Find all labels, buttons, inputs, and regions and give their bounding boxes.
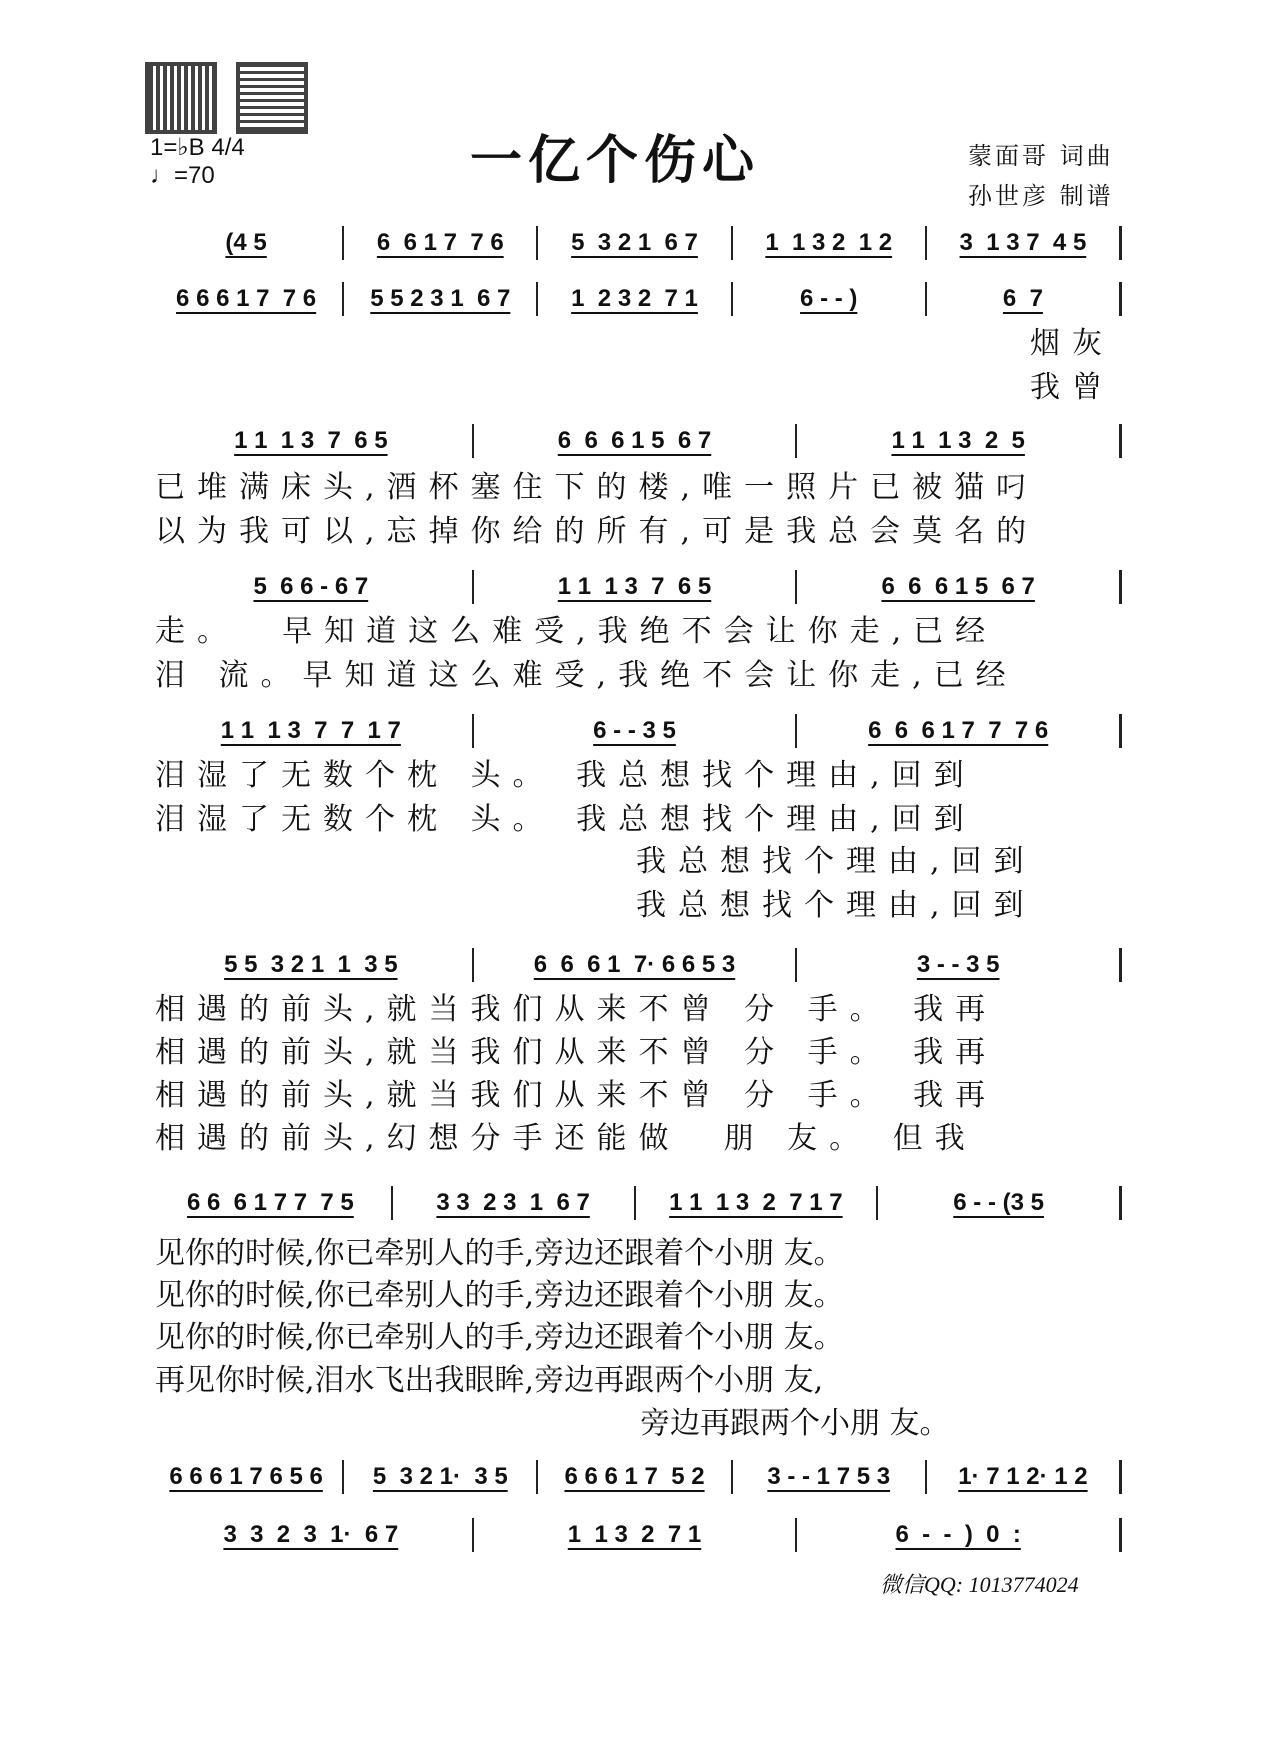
notation-row bbox=[150, 1460, 1122, 1494]
measure: 1· 7 1 2· 1 2 bbox=[927, 1460, 1122, 1494]
measure: 1 1 3 2 1 2 bbox=[733, 226, 927, 260]
notation-row bbox=[150, 282, 1122, 316]
transcriber: 孙世彦 制谱 bbox=[968, 182, 1114, 210]
notation-row bbox=[150, 424, 1122, 458]
tempo-text: ♩=70 bbox=[150, 162, 215, 189]
measure: 6 6 6 1 5 6 7 bbox=[474, 424, 798, 458]
key-text: 1=♭B 4/4 bbox=[150, 134, 245, 161]
measure: 3 3 2 3 1· 6 7 bbox=[150, 1518, 474, 1552]
measure: 1 1 1 3 2 7 1 7 bbox=[636, 1186, 879, 1220]
measure: 6 - - 3 5 bbox=[474, 714, 798, 748]
notation-row bbox=[150, 570, 1122, 604]
measure: 6 6 6 1 7 7 7 6 bbox=[797, 714, 1122, 748]
measure: 6 6 6 1 7 7 6 bbox=[150, 282, 344, 316]
measure: 6 6 6 1 7 6 5 6 bbox=[150, 1460, 344, 1494]
measure: (4 5 bbox=[150, 226, 344, 260]
key-signature bbox=[150, 134, 245, 190]
measure: 3 - - 1 7 5 3 bbox=[733, 1460, 927, 1494]
measure: 6 7 bbox=[927, 282, 1122, 316]
lyric-line: 旁边再跟两个小朋 友。 bbox=[640, 1406, 950, 1441]
measure: 5 5 3 2 1 1 3 5 bbox=[150, 948, 474, 982]
notation-row bbox=[150, 1186, 1122, 1220]
measure: 1 1 1 3 7 7 1 7 bbox=[150, 714, 474, 748]
lyric-line: 烟灰 bbox=[1030, 326, 1114, 361]
lyric-line: 相遇的前头,就当我们从来不曾 分 手。 我再 bbox=[155, 1078, 998, 1113]
lyric-line: 我总想找个理由,回到 bbox=[636, 844, 1036, 879]
measure: 5 3 2 1· 3 5 bbox=[344, 1460, 538, 1494]
notation-row bbox=[150, 714, 1122, 748]
measure: 6 - - ) bbox=[733, 282, 927, 316]
measure: 1 1 1 3 2 5 bbox=[797, 424, 1122, 458]
measure: 6 6 6 1 7 5 2 bbox=[538, 1460, 732, 1494]
lyric-line: 见你的时候,你已牵别人的手,旁边还跟着个小朋 友。 bbox=[155, 1320, 844, 1355]
measure: 6 6 6 1 7· 6 6 5 3 bbox=[474, 948, 798, 982]
measure: 5 6 6 - 6 7 bbox=[150, 570, 474, 604]
lyric-line: 相遇的前头,就当我们从来不曾 分 手。 我再 bbox=[155, 1035, 998, 1070]
notation-row bbox=[150, 226, 1122, 260]
lyric-line: 相遇的前头,就当我们从来不曾 分 手。 我再 bbox=[155, 992, 998, 1027]
measure: 6 - - (3 5 bbox=[878, 1186, 1122, 1220]
lyric-line: 再见你时候,泪水飞出我眼眸,旁边再跟两个小朋 友, bbox=[155, 1363, 824, 1398]
lyric-line: 我曾 bbox=[1030, 370, 1114, 405]
notation-row bbox=[150, 948, 1122, 982]
lyric-line: 泪 流。早知道这么难受,我绝不会让你走,已经 bbox=[155, 658, 1018, 693]
lyric-line: 泪湿了无数个枕 头。 我总想找个理由,回到 bbox=[155, 802, 976, 837]
qr-code bbox=[236, 62, 308, 134]
measure: 3 1 3 7 4 5 bbox=[927, 226, 1122, 260]
lyricist-composer: 蒙面哥 词曲 bbox=[968, 142, 1114, 170]
lyric-line: 已堆满床头,酒杯塞住下的楼,唯一照片已被猫叼 bbox=[155, 470, 1039, 505]
lyric-line: 相遇的前头,幻想分手还能做 朋 友。 但我 bbox=[155, 1121, 977, 1156]
qr-code bbox=[145, 62, 217, 134]
measure: 1 1 3 2 7 1 bbox=[474, 1518, 798, 1552]
measure: 6 - - ) 0 : bbox=[797, 1518, 1122, 1552]
measure: 5 3 2 1 6 7 bbox=[538, 226, 732, 260]
measure: 6 6 6 1 7 7 7 5 bbox=[150, 1186, 393, 1220]
lyric-line: 走。 早知道这么难受,我绝不会让你走,已经 bbox=[155, 614, 998, 649]
lyric-line: 见你的时候,你已牵别人的手,旁边还跟着个小朋 友。 bbox=[155, 1278, 844, 1313]
song-title: 一亿个伤心 bbox=[470, 130, 761, 191]
measure: 6 6 6 1 5 6 7 bbox=[797, 570, 1122, 604]
measure: 5 5 2 3 1 6 7 bbox=[344, 282, 538, 316]
lyric-line: 以为我可以,忘掉你给的所有,可是我总会莫名的 bbox=[155, 514, 1039, 549]
measure: 3 - - 3 5 bbox=[797, 948, 1122, 982]
contact-info: 微信QQ: 1013774024 bbox=[880, 1572, 1079, 1597]
measure: 6 6 1 7 7 6 bbox=[344, 226, 538, 260]
measure: 1 1 1 3 7 6 5 bbox=[474, 570, 798, 604]
measure: 3 3 2 3 1 6 7 bbox=[393, 1186, 636, 1220]
lyric-line: 我总想找个理由,回到 bbox=[636, 888, 1036, 923]
lyric-line: 泪湿了无数个枕 头。 我总想找个理由,回到 bbox=[155, 758, 976, 793]
notation-row bbox=[150, 1518, 1122, 1552]
measure: 1 1 1 3 7 6 5 bbox=[150, 424, 474, 458]
lyric-line: 见你的时候,你已牵别人的手,旁边还跟着个小朋 友。 bbox=[155, 1236, 844, 1271]
measure: 1 2 3 2 7 1 bbox=[538, 282, 732, 316]
